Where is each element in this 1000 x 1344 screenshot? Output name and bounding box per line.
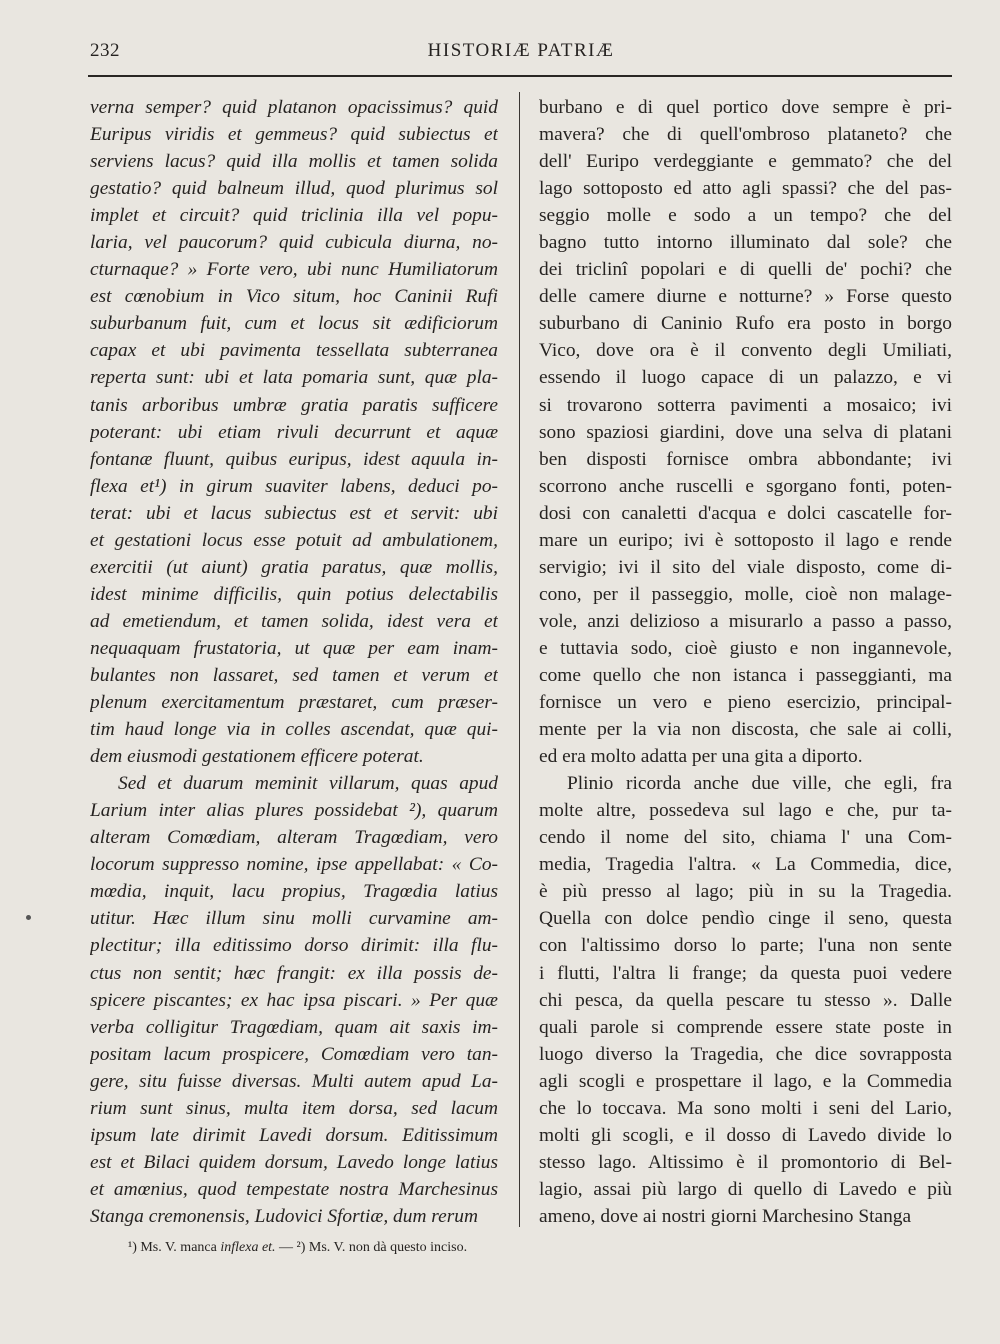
text-line: tanis arboribus umbræ gratia paratis sufficere <box>90 394 498 416</box>
text-line: Quella con dolce pendìo cinge il seno, questa <box>539 908 952 930</box>
text-line: et amœnius, quod tempestate nostra Marchesinus <box>90 1178 498 1200</box>
text-line: verna semper? quid platanon opacissimus? quid <box>90 97 498 118</box>
text-line: tim haud longe via in colles ascendat, quæ qui- <box>90 719 498 741</box>
text-line: plectitur; illa editissimo dorso dirimit: illa flu- <box>90 935 498 957</box>
text-line: est et Bilaci quidem dorsum, Lavedo longe latius <box>90 1151 498 1173</box>
text-line: poterant: ubi etiam rivuli decurrunt et aquæ <box>90 421 498 443</box>
footnotes <box>128 1240 467 1256</box>
text-line: gere, situ fuisse diversas. Multi autem apud La- <box>90 1070 498 1092</box>
text-line: positam lacum prospicere, Comœdiam vero tan- <box>90 1043 498 1065</box>
text-line: fornisce un vero e pieno esercizio, principal- <box>539 692 952 714</box>
text-line: burbano e di quel portico dove sempre è pri- <box>539 97 952 118</box>
text-line: mente per la via non discosta, che sale ai colli, <box>539 719 952 741</box>
text-line: ben disposti fornisce ombra abbondante; ivi <box>539 448 952 470</box>
text-line: quali parole si comprende essere state poste in <box>539 1016 952 1038</box>
text-line: alteram Comœdiam, alteram Tragœdiam, vero <box>90 827 498 849</box>
text-line: cendo il nome del sito, chiama l' una Com- <box>539 827 952 849</box>
text-line: bulantes non lassaret, sed tamen et verum et <box>90 664 498 686</box>
text-line: nequaquam frustatoria, ut quæ per eam inam- <box>90 637 498 659</box>
text-line: mavera? che di quell'ombroso plataneto? che <box>539 124 952 146</box>
latin-column <box>90 94 498 1230</box>
text-line: mare un euripo; ivi è sottoposto il lago e rende <box>539 529 952 551</box>
text-line: ad emetiendum, et tamen solida, idest vera et <box>90 610 498 632</box>
text-line: implet et circuit? quid triclinia illa vel popu- <box>90 205 498 227</box>
text-line: dell' Euripo verdeggiante e gemmato? che del <box>539 151 952 173</box>
text-line: mœdia, inquit, lacu propius, Tragœdia latius <box>90 881 498 903</box>
text-line: fontanæ fluunt, quibus euripus, idest aquula in- <box>90 448 498 470</box>
text-line: locorum suppresso nomine, ipse appellabat: « Co- <box>90 854 498 876</box>
text-line: cturnaque? » Forte vero, ubi nunc Humiliatorum <box>90 259 498 281</box>
text-line: Stanga cremonensis, Ludovici Sfortiæ, dum rerum <box>90 1205 478 1227</box>
text-line: che lo toccava. Ma sono molti i seni del Lario, <box>539 1097 952 1119</box>
text-line: ctus non sentit; hæc frangit: ex illa possis de- <box>90 962 498 984</box>
text-line: cono, per il passeggio, molle, cioè non malage- <box>539 583 952 605</box>
text-line: terat: ubi et lacus subiectus est et servit: ubi <box>90 502 498 524</box>
text-line: capax et ubi pavimenta tessellata subterranea <box>90 340 498 362</box>
text-line: dem eiusmodi gestationem efficere poterat. <box>90 746 424 768</box>
text-line: seggio molle e sodo a un tempo? che del <box>539 205 952 227</box>
footnote-1-text: Ms. V. manca <box>140 1240 217 1255</box>
italian-column <box>539 94 952 1230</box>
text-line: exercitii (ut aiunt) gratia paratus, quæ mollis, <box>90 556 498 578</box>
text-line: est cœnobium in Vico situm, hoc Caninii Rufi <box>90 286 498 308</box>
footnote-2-marker: ²) <box>296 1240 306 1255</box>
text-line: ipsum late dirimit Lavedi dorsum. Editissimum <box>90 1124 498 1146</box>
footnote-1-marker: ¹) <box>128 1240 137 1255</box>
text-line: spicere piscantes; ex hac ipsa piscari. » Per quæ <box>90 989 498 1011</box>
footnote-2-text: Ms. V. non dà questo inciso. <box>308 1240 468 1255</box>
text-line: flexa et¹) in girum suaviter labens, deduci po- <box>90 475 498 497</box>
text-line: bagno tutto intorno illuminato dal sole? che <box>539 232 952 254</box>
text-line: verba colligitur Tragœdiam, quam ait saxis im- <box>90 1016 498 1038</box>
text-line: è più presso al lago; più in su la Tragedia. <box>539 881 952 903</box>
text-line: idest minime difficilis, quin potius delectabilis <box>90 583 498 605</box>
text-line: molti gli scogli, e il dosso di Lavedo divide lo <box>539 1124 952 1146</box>
text-line: serviens lacus? quid illa mollis et tamen solida <box>90 151 498 173</box>
page-number: 232 <box>90 40 120 61</box>
text-line: come quello che non istanca i passeggianti, ma <box>539 664 952 686</box>
text-line: suburbano di Caninio Rufo era posto in borgo <box>539 313 952 335</box>
text-line: luogo diverso la Tragedia, che dice sovrapposta <box>539 1043 952 1065</box>
text-line: lagio, assai più largo di quello di Lavedo e più <box>539 1178 952 1200</box>
print-speck <box>26 915 31 920</box>
text-line: si trovarono sotterra pavimenti a mosaico; ivi <box>539 394 952 416</box>
text-line: reperta sunt: ubi et lata pomaria sunt, quæ pla- <box>90 367 498 389</box>
text-line: e tuttavia sodo, cioè giusto e non ingannevole, <box>539 637 952 659</box>
text-line: essendo il luogo capace di un palazzo, e vi <box>539 367 952 389</box>
text-line: vole, anzi delizioso a misurarlo a passo a passo, <box>539 610 952 632</box>
text-line: sono spaziosi giardini, dove una selva di platani <box>539 421 952 443</box>
text-line: Plinio ricorda anche due ville, che egli, fra <box>567 773 952 795</box>
text-line: Vico, dove ora è il convento degli Umiliati, <box>539 340 952 362</box>
text-line: lago sottoposto ed atto agli spassi? che del pas- <box>539 178 952 200</box>
running-title: HISTORIÆ PATRIÆ <box>427 40 615 61</box>
text-line: gestatio? quid balneum illud, quod plurimus sol <box>90 178 498 200</box>
text-line: Larium inter alias plures possidebat ²), quarum <box>90 800 498 822</box>
text-line: dosi con canaletti d'acqua e dolci cascatelle for- <box>539 502 952 524</box>
running-header <box>90 40 952 70</box>
footnote-separator: — <box>279 1240 294 1255</box>
text-line: i flutti, l'altra li frange; da questa puoi vedere <box>539 962 952 984</box>
text-line: chi pesca, da quella pescare tu stesso ». Dalle <box>539 989 952 1011</box>
text-line: media, Tragedia l'altra. « La Commedia, dice, <box>539 854 952 876</box>
text-line: plenum exercitamentum præstaret, cum præser- <box>90 692 498 714</box>
text-line: rium sunt sinus, multa item dorsa, sed lacum <box>90 1097 498 1119</box>
text-line: suburbanum fuit, cum et locus sit ædificiorum <box>90 313 498 335</box>
text-line: dei triclinî popolari e di quelli de' pochi? che <box>539 259 952 281</box>
text-line: ed era molto adatta per una gita a diporto. <box>539 746 863 768</box>
text-line: ameno, dove ai nostri giorni Marchesino Stanga <box>539 1205 912 1227</box>
text-line: scorrono anche ruscelli e sgorgano fonti, poten- <box>539 475 952 497</box>
text-line: Euripus viridis et gemmeus? quid subiectus et <box>90 124 498 146</box>
text-line: servigio; ivi il sito del viale disposto, come di- <box>539 556 952 578</box>
text-line: molte altre, possedeva sul lago e che, pur ta- <box>539 800 952 822</box>
text-line: agli scogli e prospettare il lago, e la Commedia <box>539 1070 952 1092</box>
header-rule <box>88 75 952 77</box>
footnote-1-italic: inflexa et. <box>220 1240 276 1255</box>
text-line: stesso lago. Altissimo è il promontorio di Bel- <box>539 1151 952 1173</box>
text-line: laria, vel paucorum? quid cubicula diurna, no- <box>90 232 498 254</box>
text-line: utitur. Hæc illum sinu molli curvamine am- <box>90 908 498 930</box>
text-line: et gestationi locus esse potuit ad ambulationem, <box>90 529 498 551</box>
column-divider <box>519 92 520 1227</box>
text-line: con l'altissimo dorso lo parte; l'una non sente <box>539 935 952 957</box>
text-line: Sed et duarum meminit villarum, quas apud <box>118 773 498 795</box>
text-line: delle camere diurne e notturne? » Forse questo <box>539 286 952 308</box>
